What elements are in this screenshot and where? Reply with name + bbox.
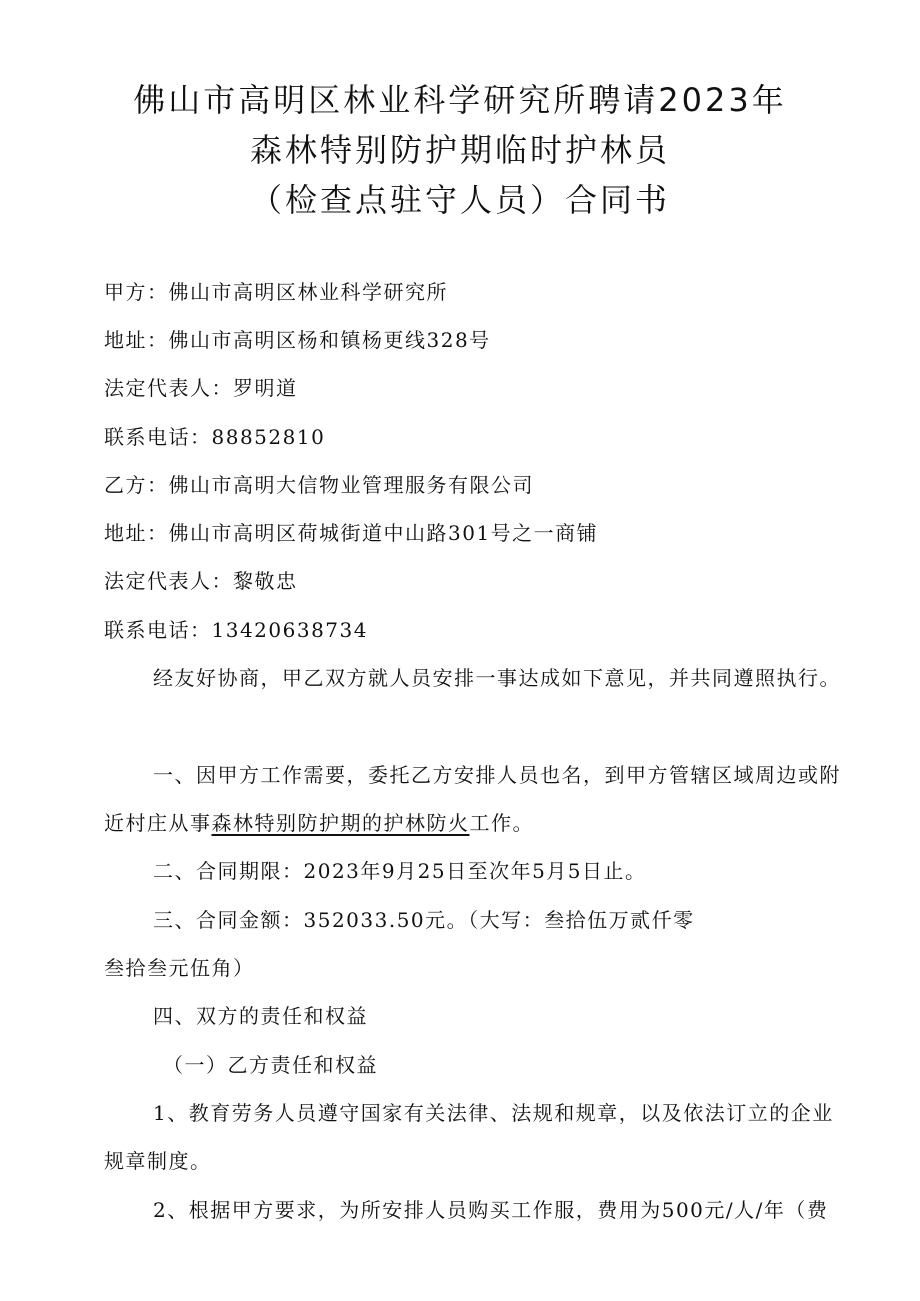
title-line-1: 佛山市高明区林业科学研究所聘请2023年: [133, 81, 787, 119]
clause-4-heading: 四、双方的责任和权益: [153, 1004, 368, 1028]
item-2-line-1: 2、根据甲方要求，为所安排人员购买工作服，费用为500元/人/年（费: [153, 1198, 829, 1222]
party-a-name: 甲方：佛山市高明区林业科学研究所: [104, 280, 448, 304]
party-a-address: 地址：佛山市高明区杨和镇杨更线328号: [104, 328, 491, 352]
clause-1-prefix: 近村庄从事: [104, 811, 212, 835]
clause-1-underlined-text: 森林特别防护期的护林防火: [211, 811, 470, 835]
sub-section-1-heading: （一）乙方责任和权益: [163, 1053, 378, 1077]
clause-1-line-1: 一、因甲方工作需要，委托乙方安排人员也名，到甲方管辖区域周边或附: [153, 763, 841, 787]
clause-3-line-2: 叁拾叁元伍角）: [104, 956, 255, 980]
item-1-line-1: 1、教育劳务人员遵守国家有关法律、法规和规章，以及依法订立的企业: [153, 1101, 834, 1125]
item-1-line-2: 规章制度。: [104, 1149, 212, 1173]
clause-1-line-2: [104, 808, 534, 838]
party-b-name: 乙方：佛山市高明大信物业管理服务有限公司: [104, 473, 534, 497]
party-b-address: 地址：佛山市高明区荷城街道中山路301号之一商铺: [104, 521, 599, 545]
clause-1-suffix: 工作。: [469, 811, 534, 835]
intro-paragraph: 经友好协商，甲乙双方就人员安排一事达成如下意见，并共同遵照执行。: [153, 666, 841, 690]
title-line-2: 森林特别防护期临时护林员: [249, 131, 670, 169]
party-b-phone: 联系电话：13420638734: [104, 618, 368, 642]
clause-3-line-1: 三、合同金额：352033.50元。（大写：叁拾伍万贰仟零: [153, 908, 695, 932]
clause-2: 二、合同期限：2023年9月25日至次年5月5日止。: [153, 859, 647, 883]
party-b-legal-rep: 法定代表人：黎敬忠: [104, 569, 298, 593]
party-a-legal-rep: 法定代表人：罗明道: [104, 376, 298, 400]
party-a-phone: 联系电话：88852810: [104, 425, 326, 449]
title-line-3: （检查点驻守人员）合同书: [249, 181, 670, 219]
